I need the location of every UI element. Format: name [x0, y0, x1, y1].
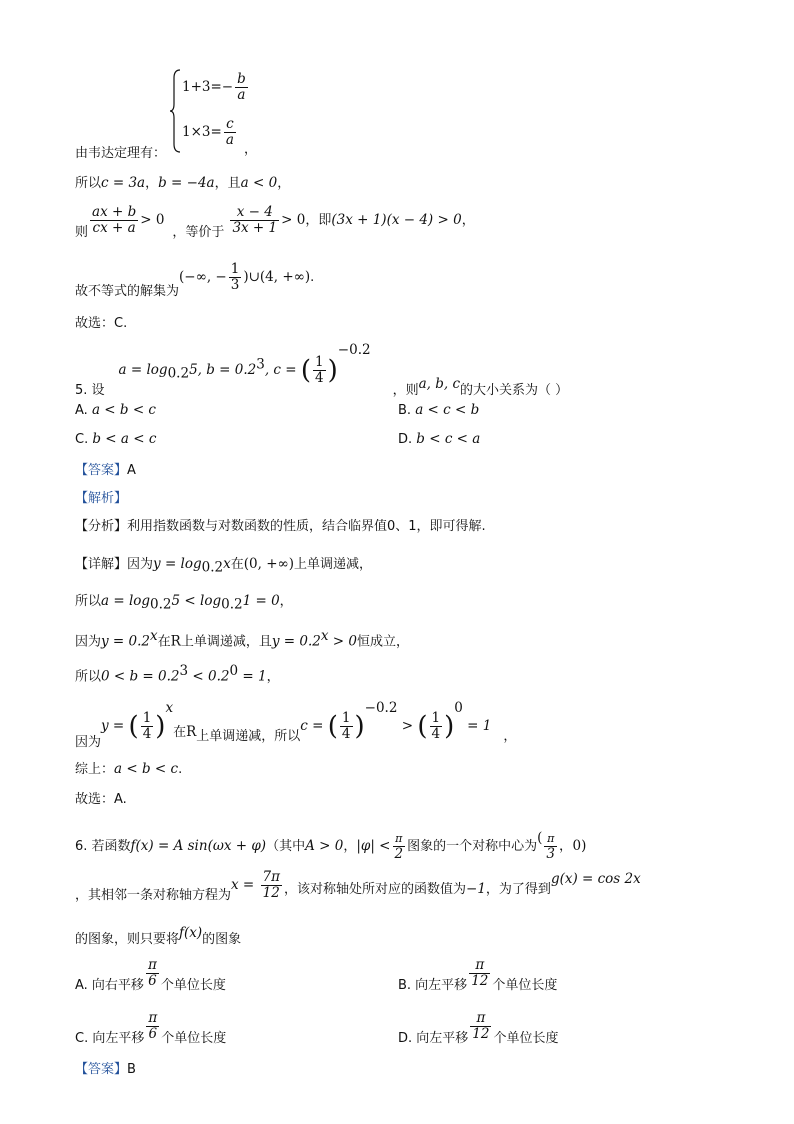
q5-option-c[interactable]: C. b < a < c	[75, 431, 157, 447]
line-3: 则 $\frac{ax + b}{cx + a}$ > 0，等价于 $\frac{x - 4}{3x + 1}$ > 0，即(3x + 1)(x − 4) > 0，	[75, 204, 475, 240]
q5-detail-2: 所以$a = \log_{0.2}5 < \log_{0.2}1 = 0$，	[75, 593, 293, 613]
q6-stem-2: ，其相邻一条对称轴方程为x = $\frac{7\pi}{12}$ ，该对称轴处所对应的函数值为−1，为了得到g(x) = cos 2x	[75, 869, 641, 903]
q6-option-c[interactable]: C. 向左平移 $\frac{\pi}{6}$ 个单位长度	[75, 1010, 227, 1046]
q5-option-d[interactable]: D. b < c < a	[398, 431, 481, 447]
line-4: 故不等式的解集为(−∞, − $\frac{1}{3}$ )∪(4, +∞).	[75, 261, 315, 299]
vieta-eq1	[182, 72, 754, 103]
q5-answer: 【答案】A	[75, 463, 136, 478]
q5-fenxi: 【分析】利用指数函数与对数函数的性质，结合临界值0、1，即可得解.	[75, 519, 486, 534]
q5-detail-4: 所以$0 < b = 0.2^3 < 0.2^0 = 1$，	[75, 663, 280, 685]
q5-detail-5: 因为y = ( $\frac{1}{4}$ )$^x$在R上单调递减，所以c = ( $\frac{1}{4}$ )$^{-0.2}$ > ( $\frac{1}{4}$ )$^0$ = 1，	[75, 700, 517, 750]
q6-option-a[interactable]: A. 向右平移 $\frac{\pi}{6}$ 个单位长度	[75, 957, 226, 993]
vieta-suffix: ，	[244, 142, 258, 157]
answer-tag: 【答案】	[75, 1062, 128, 1077]
vieta-prefix: 由韦达定理有：	[75, 146, 167, 161]
q5-detail-1: 【详解】因为$y = \log_{0.2}x$在(0, +∞)上单调递减，	[75, 556, 373, 576]
vieta-eq2-frac: $\frac{c}{a}$	[225, 116, 234, 148]
q5-detail-7: 故选：A.	[75, 792, 127, 807]
q5-stem: 5. 设$a = \log_{0.2}5$, $b = 0.2^3$, c = ( $\frac{1}{4}$ )$^{-0.2}$，则a, b, c的大小关系为（ ）	[75, 342, 569, 398]
answer-tag: 【答案】	[75, 463, 128, 478]
line-5: 故选：C.	[75, 316, 128, 331]
vieta-eq2-lhs: 1×3=	[182, 124, 222, 140]
vieta-eq1-frac: $\frac{b}{a}$	[237, 71, 246, 103]
frac-ax-b: $\frac{ax + b}{cx + a}$	[92, 204, 137, 236]
q5-detail-3: 因为$y = 0.2^x$在R上单调递减，且$y = 0.2^x > 0$恒成立，	[75, 628, 409, 650]
frac-x-4: $\frac{x - 4}{3x + 1}$	[232, 204, 278, 236]
q6-stem-1: 6. 若函数f(x) = A sin(ωx + φ)（其中A > 0，|φ| < $\frac{\pi}{2}$ 图象的一个对称中心为( $\frac{\pi}{3}$ ，0)	[75, 830, 587, 862]
line-2: 所以c = 3a，b = −4a，且a < 0，	[75, 175, 291, 191]
q6-option-b[interactable]: B. 向左平移 $\frac{\pi}{12}$ 个单位长度	[398, 957, 558, 993]
q6-stem-3: 的图象，则只要将f(x)的图象	[75, 925, 242, 947]
q5-detail-6: 综上：a < b < c.	[75, 761, 183, 777]
q6-option-d[interactable]: D. 向左平移 $\frac{\pi}{12}$ 个单位长度	[398, 1010, 559, 1046]
q5-option-a[interactable]: A. a < b < c	[75, 402, 156, 418]
vieta-eq1-lhs: 1+3=−	[182, 79, 234, 95]
q5-analysis-tag: 【解析】	[75, 491, 128, 506]
q6-answer: 【答案】B	[75, 1062, 136, 1077]
q5-option-b[interactable]: B. a < c < b	[398, 402, 480, 418]
